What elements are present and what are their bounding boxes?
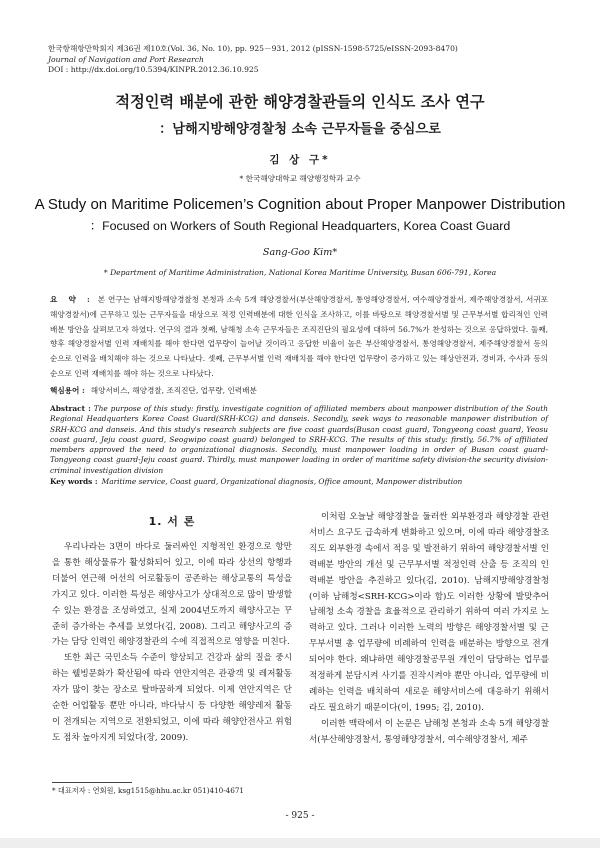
footnote: * 대표저자 : 연회원, ksg1515@hhu.ac.kr 051)410-4671: [52, 786, 244, 795]
affiliation-korean: * 한국해양대학교 해양행정학과 교수: [239, 174, 361, 183]
keywords-english-label: Key words :: [50, 477, 98, 486]
body-column-left: [52, 510, 292, 747]
keywords-english: [50, 477, 548, 486]
author-korean: 김 상 구*: [269, 154, 331, 166]
page-title-english: A Study on Maritime Policemen’s Cognition about Proper Manpower Distribution: [34, 196, 566, 213]
keywords-korean-label: 핵심용어 :: [50, 386, 85, 395]
journal-citation: 한국항해항만학회지 제36권 제10호(Vol. 36, No. 10), pp. 925－931, 2012 (pISSN-1598-5725/eISSN-2093-8470): [48, 44, 458, 53]
subtitle-korean: ：남해지방해양경찰청 소속 근무자들을 중심으로: [159, 122, 441, 137]
abstract-english-text: The purpose of this study: firstly, investigate cognition of affiliated members about manpower distribution of the South Regional Headquarters Korea Coast Guard(SRH-KCG) and danseis. Secondly, seek ways to reasonable manpower distribution of SRH-KCG and danseis. And this study's research subjects are five coast guards(Busan coast guard, Tongyeong coast guard, Yeosu coast guard, Jeju coast guard, Seogwipo coast guard) belonged to SRH-KCG. The results of this study: firstly, 56.7% of affiliated members approved the need to organizational diagnosis. Secondly, must manpower loading in order of Busan coast guard-Tongyeong coast guard-Jeju coast guard. Thirdly, must manpower loading in order of maritime safety division-the security division-criminal investigation division: [50, 404, 548, 475]
author-english: Sang-Goo Kim*: [262, 247, 338, 258]
doi-link[interactable]: DOI : http://dx.doi.org/10.5394/KINPR.2012.36.10.925: [48, 65, 259, 74]
journal-header: [48, 44, 552, 76]
subtitle-english: ：Focused on Workers of South Regional Headquarters, Korea Coast Guard: [89, 219, 511, 233]
paragraph: 또한 최근 국민소득 수준이 향상되고 건강과 삶의 질을 중시하는 웰빙문화가 확산됨에 따라 연안지역은 관광객 및 레저활동자가 많이 찾는 장소로 탈바꿈하게 되었다. 이제 연안지역은 단순한 어업활동 뿐만 아니라, 바다낚시 등 다양한 해양레저 활동이 전개되는 지역으로 전환되었고, 이에 따라 해양안전사고 위험도 점차 높아지게 되었다(장, 2009).: [52, 653, 292, 743]
abstract-english-label: Abstract :: [50, 404, 91, 413]
paragraph: 이러한 맥락에서 이 논문은 남해청 본청과 소속 5개 해양경찰서(부산해양경찰서, 통영해양경찰서, 여수해양경찰서, 제주: [309, 718, 549, 745]
page-number: - 925 -: [285, 811, 315, 821]
affiliation-english: * Department of Maritime Administration, National Korea Maritime University, Busan 606-791, Korea: [103, 268, 497, 277]
page-title-korean: 적정인력 배분에 관한 해양경찰관들의 인식도 조사 연구: [115, 93, 485, 111]
page-bottom-strip: [0, 838, 600, 848]
keywords-english-text: Maritime service, Coast guard, Organizational diagnosis, Office amount, Manpower distribution: [101, 477, 463, 486]
abstract-korean-label: 요 약 :: [50, 295, 94, 304]
keywords-korean: [50, 385, 548, 396]
journal-name: Journal of Navigation and Port Research: [48, 54, 204, 64]
paragraph: 우리나라는 3면이 바다로 둘러싸인 지형적인 환경으로 항만을 통한 해상물류가 활성화되어 있고, 이에 따라 상선의 항행과 더불어 연근해 어선의 어로활동이 공존하는 해상교통의 특성을 가지고 있다. 이러한 특성은 해양사고가 상대적으로 많이 발생할 수 있는 환경을 조성하였고, 실제 2004년도까지 해양사고는 꾸준히 증가하는 추세를 보였다(김, 2008). 그리고 해양사고의 증가는 담당 인력인 해양경찰관의 수에 직접적으로 영향을 미친다.: [52, 542, 292, 648]
section-title-introduction: 1. 서 론: [148, 515, 196, 528]
paragraph: 이처럼 오늘날 해양경찰을 둘러싼 외부환경과 해양경찰 관련서비스 요구도 급속하게 변화하고 있으며, 이에 따라 해양경찰조직도 외부환경 속에서 적응 및 발전하기 위하여 해양경찰서별 인력배분 방안의 개선 및 근무부서별 적정인력 산출 등 조직의 인력배분 방안을 추진하고 있다(김, 2010). 남해지방해양경찰청(이하 남해청<SRH-KCG>이라 함)도 이러한 상황에 발맞추어 남해청 소속 경찰을 효율적으로 관리하기 위하여 여러 가지로 노력하고 있다. 그러나 이러한 노력의 방향은 해양경찰서별 및 근무부서별 총 업무량에 비례하여 인력을 배분하는 방향으로 전개되어야 한다. 왜냐하면 해양경찰공무원 개인이 담당하는 업무를 적정하게 분담시켜 사기를 진작시켜야 뿐만 아니라, 업무량에 비례하는 인력을 배치하여 새로운 해양서비스에 대응하기 위해서라도 필요하기 때문이다(이, 1995; 김, 2010).: [309, 512, 549, 713]
abstract-english: [50, 404, 548, 476]
body-column-right: [309, 510, 549, 749]
abstract-korean: [50, 293, 548, 382]
abstract-korean-text: 본 연구는 남해지방해양경찰청 본청과 소속 5개 해양경찰서(부산해양경찰서, 통영해양경찰서, 여수해양경찰서, 제주해양경찰서, 서귀포해양경찰서)에 근무하고 있는 근무자들을 대상으로 적정 인력배분에 대한 인식을 조사하고, 이를 바탕으로 해양경찰서별 및 근무부서별 합리적인 인력배분 방안을 살펴보고자 하였다. 연구의 결과 첫째, 남해청 소속 근무자들은 조직진단의 필요성에 대하여 56.7%가 찬성하는 것으로 응답하였다. 둘째, 향후 해양경찰서별 인력 재배치를 해야 한다면 업무량이 늘어날 것이라고 응답한 비율이 높은 부산해양경찰서, 통영해양경찰서, 제주해양경찰서 등의 순으로 인력을 배치해야 하는 것으로 나타났다. 셋째, 근무부서별 인력 재배치를 해야 한다면 업무량이 증가하고 있는 해상안전과, 경비과, 수사과 등의 순으로 인력 재배치를 해야 하는 것으로 나타났다.: [50, 295, 548, 378]
keywords-korean-text: 해양서비스, 해양경찰, 조직진단, 업무량, 인력배분: [90, 386, 257, 395]
footnote-divider: [52, 782, 132, 783]
